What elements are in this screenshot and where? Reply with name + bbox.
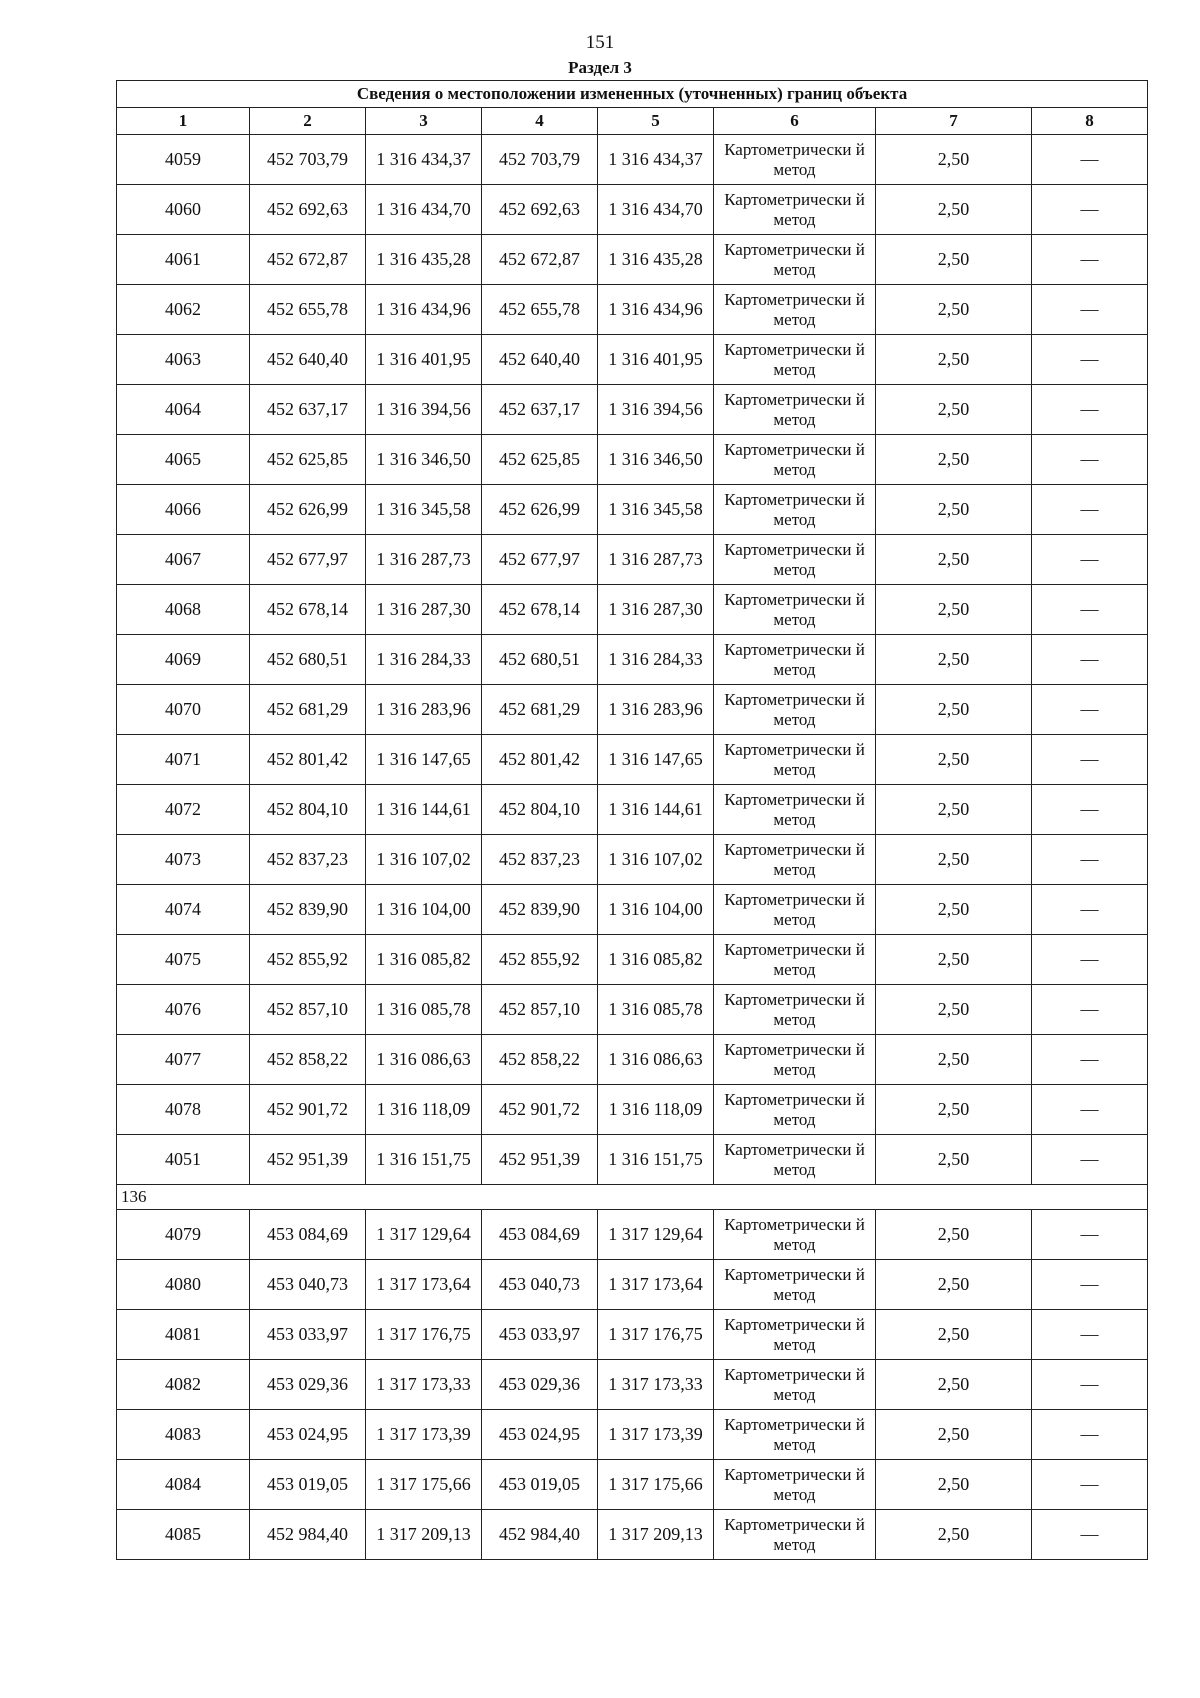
- table-row: [117, 385, 1148, 435]
- cell-description: —: [1032, 185, 1148, 235]
- cell-x-existing: 452 655,78: [250, 285, 366, 335]
- page-number: 151: [585, 32, 615, 53]
- cell-y-refined: 1 316 118,09: [598, 1085, 714, 1135]
- cell-x-refined: 452 637,17: [482, 385, 598, 435]
- cell-y-refined: 1 317 173,39: [598, 1410, 714, 1460]
- cell-description: —: [1032, 235, 1148, 285]
- cell-description: —: [1032, 1135, 1148, 1185]
- cell-y-existing: 1 316 104,00: [366, 885, 482, 935]
- cell-method: Картометрически й метод: [714, 385, 876, 435]
- cell-y-existing: 1 316 147,65: [366, 735, 482, 785]
- cell-point-number: 4079: [117, 1210, 250, 1260]
- cell-x-refined: 452 984,40: [482, 1510, 598, 1560]
- cell-description: —: [1032, 1085, 1148, 1135]
- cell-description: —: [1032, 1360, 1148, 1410]
- table-caption: Сведения о местоположении измененных (уточненных) границ объекта: [117, 81, 1148, 108]
- cell-point-number: 4061: [117, 235, 250, 285]
- column-number: 4: [482, 108, 598, 135]
- cell-y-refined: 1 317 175,66: [598, 1460, 714, 1510]
- cell-y-existing: 1 316 118,09: [366, 1085, 482, 1135]
- cell-method: Картометрически й метод: [714, 1260, 876, 1310]
- cell-method: Картометрически й метод: [714, 835, 876, 885]
- cell-description: —: [1032, 935, 1148, 985]
- group-row: [117, 1185, 1148, 1210]
- cell-y-refined: 1 316 147,65: [598, 735, 714, 785]
- cell-point-number: 4084: [117, 1460, 250, 1510]
- table-row: [117, 1510, 1148, 1560]
- cell-method: Картометрически й метод: [714, 1360, 876, 1410]
- table-row: [117, 885, 1148, 935]
- cell-y-existing: 1 316 107,02: [366, 835, 482, 885]
- cell-y-existing: 1 316 086,63: [366, 1035, 482, 1085]
- cell-y-existing: 1 316 435,28: [366, 235, 482, 285]
- section-title: Раздел 3: [568, 58, 632, 77]
- cell-y-existing: 1 317 209,13: [366, 1510, 482, 1560]
- cell-x-existing: 452 626,99: [250, 485, 366, 535]
- cell-x-refined: 452 951,39: [482, 1135, 598, 1185]
- cell-accuracy: 2,50: [876, 135, 1032, 185]
- table-row: [117, 1135, 1148, 1185]
- cell-x-existing: 452 637,17: [250, 385, 366, 435]
- cell-y-refined: 1 317 209,13: [598, 1510, 714, 1560]
- cell-description: —: [1032, 1260, 1148, 1310]
- cell-y-refined: 1 316 346,50: [598, 435, 714, 485]
- cell-x-refined: 453 024,95: [482, 1410, 598, 1460]
- cell-accuracy: 2,50: [876, 485, 1032, 535]
- cell-x-refined: 453 019,05: [482, 1460, 598, 1510]
- cell-description: —: [1032, 985, 1148, 1035]
- cell-point-number: 4081: [117, 1310, 250, 1360]
- table-row: [117, 235, 1148, 285]
- cell-y-refined: 1 316 151,75: [598, 1135, 714, 1185]
- cell-method: Картометрически й метод: [714, 1460, 876, 1510]
- cell-y-refined: 1 316 434,96: [598, 285, 714, 335]
- table-row: [117, 535, 1148, 585]
- cell-x-existing: 452 901,72: [250, 1085, 366, 1135]
- cell-method: Картометрически й метод: [714, 585, 876, 635]
- cell-x-existing: 452 951,39: [250, 1135, 366, 1185]
- cell-description: —: [1032, 1410, 1148, 1460]
- cell-point-number: 4062: [117, 285, 250, 335]
- cell-y-existing: 1 317 176,75: [366, 1310, 482, 1360]
- cell-x-refined: 452 681,29: [482, 685, 598, 735]
- cell-x-existing: 453 029,36: [250, 1360, 366, 1410]
- cell-accuracy: 2,50: [876, 535, 1032, 585]
- cell-point-number: 4059: [117, 135, 250, 185]
- coordinates-table: [116, 80, 1148, 1560]
- cell-x-refined: 453 033,97: [482, 1310, 598, 1360]
- cell-y-refined: 1 317 176,75: [598, 1310, 714, 1360]
- cell-x-existing: 452 839,90: [250, 885, 366, 935]
- cell-y-existing: 1 317 173,39: [366, 1410, 482, 1460]
- cell-point-number: 4070: [117, 685, 250, 735]
- cell-accuracy: 2,50: [876, 735, 1032, 785]
- table-row: [117, 585, 1148, 635]
- cell-point-number: 4069: [117, 635, 250, 685]
- cell-accuracy: 2,50: [876, 835, 1032, 885]
- cell-x-existing: 452 625,85: [250, 435, 366, 485]
- cell-y-existing: 1 316 394,56: [366, 385, 482, 435]
- cell-method: Картометрически й метод: [714, 1510, 876, 1560]
- cell-accuracy: 2,50: [876, 435, 1032, 485]
- cell-accuracy: 2,50: [876, 1135, 1032, 1185]
- cell-y-refined: 1 316 401,95: [598, 335, 714, 385]
- column-number: 6: [714, 108, 876, 135]
- cell-x-existing: 452 692,63: [250, 185, 366, 235]
- cell-accuracy: 2,50: [876, 1360, 1032, 1410]
- cell-x-refined: 453 040,73: [482, 1260, 598, 1310]
- cell-method: Картометрически й метод: [714, 485, 876, 535]
- cell-y-existing: 1 316 434,70: [366, 185, 482, 235]
- cell-description: —: [1032, 635, 1148, 685]
- cell-y-existing: 1 316 151,75: [366, 1135, 482, 1185]
- table-row: [117, 685, 1148, 735]
- cell-description: —: [1032, 285, 1148, 335]
- table-row: [117, 1260, 1148, 1310]
- table-caption-row: [117, 81, 1148, 108]
- cell-y-existing: 1 316 434,37: [366, 135, 482, 185]
- cell-y-refined: 1 316 434,70: [598, 185, 714, 235]
- cell-method: Картометрически й метод: [714, 1210, 876, 1260]
- cell-y-existing: 1 316 085,82: [366, 935, 482, 985]
- cell-y-existing: 1 316 283,96: [366, 685, 482, 735]
- cell-y-refined: 1 316 086,63: [598, 1035, 714, 1085]
- cell-description: —: [1032, 535, 1148, 585]
- cell-point-number: 4066: [117, 485, 250, 535]
- cell-accuracy: 2,50: [876, 1210, 1032, 1260]
- cell-point-number: 4085: [117, 1510, 250, 1560]
- cell-y-existing: 1 316 144,61: [366, 785, 482, 835]
- cell-description: —: [1032, 685, 1148, 735]
- cell-x-refined: 452 801,42: [482, 735, 598, 785]
- cell-y-refined: 1 316 107,02: [598, 835, 714, 885]
- table-row: [117, 485, 1148, 535]
- cell-description: —: [1032, 485, 1148, 535]
- cell-accuracy: 2,50: [876, 985, 1032, 1035]
- cell-x-existing: 452 672,87: [250, 235, 366, 285]
- cell-x-existing: 452 858,22: [250, 1035, 366, 1085]
- cell-point-number: 4083: [117, 1410, 250, 1460]
- cell-x-existing: 452 857,10: [250, 985, 366, 1035]
- table-row: [117, 1035, 1148, 1085]
- table-row: [117, 735, 1148, 785]
- cell-y-refined: 1 316 287,30: [598, 585, 714, 635]
- cell-x-existing: 452 984,40: [250, 1510, 366, 1560]
- cell-method: Картометрически й метод: [714, 535, 876, 585]
- cell-y-existing: 1 317 129,64: [366, 1210, 482, 1260]
- cell-x-refined: 452 672,87: [482, 235, 598, 285]
- cell-point-number: 4071: [117, 735, 250, 785]
- cell-method: Картометрически й метод: [714, 635, 876, 685]
- cell-point-number: 4078: [117, 1085, 250, 1135]
- cell-y-existing: 1 317 175,66: [366, 1460, 482, 1510]
- cell-description: —: [1032, 1210, 1148, 1260]
- cell-description: —: [1032, 585, 1148, 635]
- cell-point-number: 4077: [117, 1035, 250, 1085]
- cell-x-refined: 452 692,63: [482, 185, 598, 235]
- cell-y-existing: 1 316 287,30: [366, 585, 482, 635]
- cell-x-existing: 452 855,92: [250, 935, 366, 985]
- cell-method: Картометрически й метод: [714, 285, 876, 335]
- cell-point-number: 4075: [117, 935, 250, 985]
- cell-description: —: [1032, 735, 1148, 785]
- cell-accuracy: 2,50: [876, 935, 1032, 985]
- cell-accuracy: 2,50: [876, 385, 1032, 435]
- cell-x-existing: 452 680,51: [250, 635, 366, 685]
- cell-y-refined: 1 316 284,33: [598, 635, 714, 685]
- cell-x-existing: 452 804,10: [250, 785, 366, 835]
- cell-x-refined: 452 640,40: [482, 335, 598, 385]
- table-row: [117, 285, 1148, 335]
- cell-x-refined: 452 677,97: [482, 535, 598, 585]
- cell-y-refined: 1 317 129,64: [598, 1210, 714, 1260]
- cell-description: —: [1032, 1510, 1148, 1560]
- table-row: [117, 1410, 1148, 1460]
- table-row: [117, 1085, 1148, 1135]
- table-row: [117, 1310, 1148, 1360]
- cell-accuracy: 2,50: [876, 235, 1032, 285]
- cell-point-number: 4064: [117, 385, 250, 435]
- cell-description: —: [1032, 885, 1148, 935]
- cell-method: Картометрически й метод: [714, 735, 876, 785]
- cell-method: Картометрически й метод: [714, 185, 876, 235]
- cell-y-refined: 1 316 345,58: [598, 485, 714, 535]
- table-row: [117, 435, 1148, 485]
- cell-x-existing: 453 024,95: [250, 1410, 366, 1460]
- cell-point-number: 4065: [117, 435, 250, 485]
- cell-description: —: [1032, 1035, 1148, 1085]
- cell-point-number: 4060: [117, 185, 250, 235]
- cell-x-existing: 452 801,42: [250, 735, 366, 785]
- cell-x-refined: 452 901,72: [482, 1085, 598, 1135]
- column-number: 5: [598, 108, 714, 135]
- cell-description: —: [1032, 1310, 1148, 1360]
- table-row: [117, 335, 1148, 385]
- cell-accuracy: 2,50: [876, 1310, 1032, 1360]
- cell-y-refined: 1 316 104,00: [598, 885, 714, 935]
- cell-y-existing: 1 316 346,50: [366, 435, 482, 485]
- cell-description: —: [1032, 135, 1148, 185]
- cell-x-existing: 452 677,97: [250, 535, 366, 585]
- column-number: 8: [1032, 108, 1148, 135]
- cell-y-refined: 1 317 173,33: [598, 1360, 714, 1410]
- cell-method: Картометрически й метод: [714, 785, 876, 835]
- cell-point-number: 4080: [117, 1260, 250, 1310]
- cell-accuracy: 2,50: [876, 285, 1032, 335]
- column-number: 1: [117, 108, 250, 135]
- cell-x-refined: 452 858,22: [482, 1035, 598, 1085]
- cell-y-existing: 1 316 287,73: [366, 535, 482, 585]
- table-row: [117, 835, 1148, 885]
- cell-x-existing: 453 033,97: [250, 1310, 366, 1360]
- cell-x-existing: 453 084,69: [250, 1210, 366, 1260]
- cell-x-refined: 452 680,51: [482, 635, 598, 685]
- cell-method: Картометрически й метод: [714, 335, 876, 385]
- cell-x-refined: 452 804,10: [482, 785, 598, 835]
- table-row: [117, 1360, 1148, 1410]
- cell-y-existing: 1 316 284,33: [366, 635, 482, 685]
- cell-point-number: 4051: [117, 1135, 250, 1185]
- table-row: [117, 785, 1148, 835]
- cell-x-existing: 452 837,23: [250, 835, 366, 885]
- cell-accuracy: 2,50: [876, 635, 1032, 685]
- cell-x-existing: 452 640,40: [250, 335, 366, 385]
- cell-method: Картометрически й метод: [714, 985, 876, 1035]
- cell-method: Картометрически й метод: [714, 885, 876, 935]
- cell-y-refined: 1 316 085,82: [598, 935, 714, 985]
- cell-x-refined: 452 703,79: [482, 135, 598, 185]
- cell-y-refined: 1 316 283,96: [598, 685, 714, 735]
- cell-x-refined: 452 655,78: [482, 285, 598, 335]
- cell-y-refined: 1 316 434,37: [598, 135, 714, 185]
- cell-accuracy: 2,50: [876, 1260, 1032, 1310]
- cell-accuracy: 2,50: [876, 1085, 1032, 1135]
- table-row: [117, 135, 1148, 185]
- table-row: [117, 985, 1148, 1035]
- cell-description: —: [1032, 435, 1148, 485]
- cell-accuracy: 2,50: [876, 685, 1032, 735]
- cell-x-refined: 452 678,14: [482, 585, 598, 635]
- cell-point-number: 4076: [117, 985, 250, 1035]
- cell-y-refined: 1 316 394,56: [598, 385, 714, 435]
- cell-accuracy: 2,50: [876, 1410, 1032, 1460]
- cell-description: —: [1032, 1460, 1148, 1510]
- cell-x-refined: 452 855,92: [482, 935, 598, 985]
- cell-point-number: 4072: [117, 785, 250, 835]
- cell-accuracy: 2,50: [876, 335, 1032, 385]
- cell-x-existing: 453 040,73: [250, 1260, 366, 1310]
- cell-accuracy: 2,50: [876, 785, 1032, 835]
- cell-method: Картометрически й метод: [714, 1410, 876, 1460]
- cell-point-number: 4068: [117, 585, 250, 635]
- cell-description: —: [1032, 785, 1148, 835]
- group-label: 136: [117, 1185, 1148, 1210]
- table-row: [117, 635, 1148, 685]
- cell-method: Картометрически й метод: [714, 435, 876, 485]
- cell-method: Картометрически й метод: [714, 235, 876, 285]
- table-row: [117, 1460, 1148, 1510]
- cell-method: Картометрически й метод: [714, 1135, 876, 1185]
- table-body: [117, 135, 1148, 1560]
- cell-accuracy: 2,50: [876, 585, 1032, 635]
- cell-method: Картометрически й метод: [714, 1310, 876, 1360]
- cell-y-existing: 1 316 401,95: [366, 335, 482, 385]
- cell-x-refined: 453 029,36: [482, 1360, 598, 1410]
- cell-x-refined: 452 857,10: [482, 985, 598, 1035]
- cell-y-refined: 1 317 173,64: [598, 1260, 714, 1310]
- cell-point-number: 4073: [117, 835, 250, 885]
- cell-accuracy: 2,50: [876, 1035, 1032, 1085]
- column-number: 2: [250, 108, 366, 135]
- cell-x-refined: 452 837,23: [482, 835, 598, 885]
- cell-x-refined: 453 084,69: [482, 1210, 598, 1260]
- cell-y-existing: 1 316 434,96: [366, 285, 482, 335]
- cell-y-refined: 1 316 435,28: [598, 235, 714, 285]
- cell-y-refined: 1 316 287,73: [598, 535, 714, 585]
- cell-method: Картометрически й метод: [714, 1035, 876, 1085]
- cell-x-refined: 452 839,90: [482, 885, 598, 935]
- cell-x-refined: 452 625,85: [482, 435, 598, 485]
- table-row: [117, 935, 1148, 985]
- cell-method: Картометрически й метод: [714, 685, 876, 735]
- cell-y-existing: 1 316 345,58: [366, 485, 482, 535]
- cell-description: —: [1032, 335, 1148, 385]
- cell-method: Картометрически й метод: [714, 1085, 876, 1135]
- cell-x-existing: 452 703,79: [250, 135, 366, 185]
- cell-method: Картометрически й метод: [714, 935, 876, 985]
- cell-point-number: 4082: [117, 1360, 250, 1410]
- cell-description: —: [1032, 385, 1148, 435]
- cell-description: —: [1032, 835, 1148, 885]
- table-row: [117, 1210, 1148, 1260]
- cell-accuracy: 2,50: [876, 1510, 1032, 1560]
- cell-y-refined: 1 316 144,61: [598, 785, 714, 835]
- cell-point-number: 4074: [117, 885, 250, 935]
- cell-point-number: 4067: [117, 535, 250, 585]
- cell-y-existing: 1 317 173,64: [366, 1260, 482, 1310]
- cell-accuracy: 2,50: [876, 1460, 1032, 1510]
- cell-accuracy: 2,50: [876, 885, 1032, 935]
- cell-x-existing: 452 681,29: [250, 685, 366, 735]
- cell-y-refined: 1 316 085,78: [598, 985, 714, 1035]
- cell-y-existing: 1 316 085,78: [366, 985, 482, 1035]
- cell-method: Картометрически й метод: [714, 135, 876, 185]
- column-number: 3: [366, 108, 482, 135]
- column-number-row: [117, 108, 1148, 135]
- column-number: 7: [876, 108, 1032, 135]
- cell-x-existing: 452 678,14: [250, 585, 366, 635]
- cell-y-existing: 1 317 173,33: [366, 1360, 482, 1410]
- cell-accuracy: 2,50: [876, 185, 1032, 235]
- table-row: [117, 185, 1148, 235]
- cell-x-existing: 453 019,05: [250, 1460, 366, 1510]
- cell-point-number: 4063: [117, 335, 250, 385]
- cell-x-refined: 452 626,99: [482, 485, 598, 535]
